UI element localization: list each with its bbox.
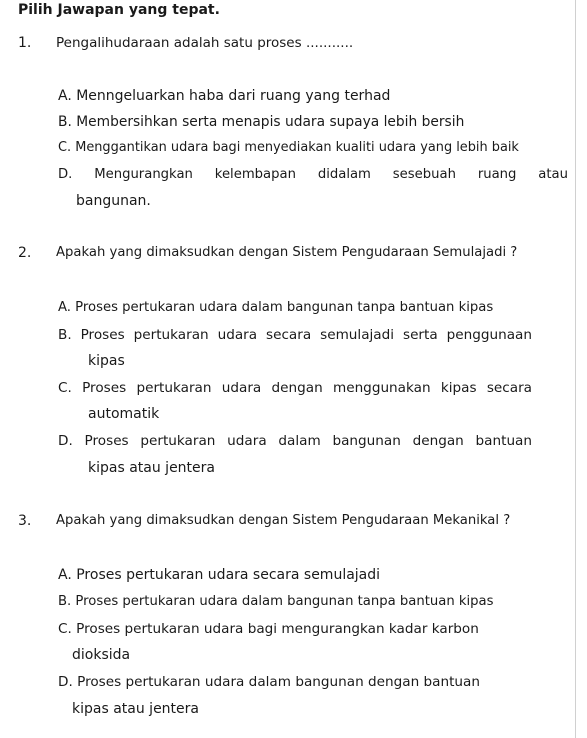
- question-2-option-a[interactable]: A. Proses pertukaran udara dalam bangunan tanpa bantuan kipas: [58, 300, 494, 315]
- question-1-option-d-continuation: bangunan.: [76, 193, 151, 209]
- question-1-option-c[interactable]: C. Menggantikan udara bagi menyediakan kualiti udara yang lebih baik: [58, 140, 519, 155]
- question-1-option-a[interactable]: A. Menngeluarkan haba dari ruang yang terhad: [58, 88, 391, 104]
- question-3-option-b[interactable]: B. Proses pertukaran udara dalam bangunan tanpa bantuan kipas: [58, 594, 494, 609]
- question-2-option-b[interactable]: B. Proses pertukaran udara secara semulajadi serta penggunaan: [58, 327, 532, 343]
- question-1-option-b[interactable]: B. Membersihkan serta menapis udara supaya lebih bersih: [58, 114, 465, 130]
- question-1-text: Pengalihudaraan adalah satu proses ...........: [56, 35, 354, 51]
- question-2-option-c-continuation: automatik: [88, 406, 160, 422]
- question-3-option-d[interactable]: D. Proses pertukaran udara dalam bangunan dengan bantuan: [58, 674, 480, 690]
- question-2-option-d[interactable]: D. Proses pertukaran udara dalam bangunan dengan bantuan: [58, 433, 532, 449]
- question-3-option-c[interactable]: C. Proses pertukaran udara bagi mengurangkan kadar karbon: [58, 621, 479, 637]
- instruction-heading: Pilih Jawapan yang tepat.: [18, 2, 220, 18]
- question-2-option-b-continuation: kipas: [88, 353, 125, 369]
- question-3-option-d-continuation: kipas atau jentera: [72, 701, 199, 717]
- question-1-option-d[interactable]: D. Mengurangkan kelembapan didalam sesebuah ruang atau: [58, 167, 568, 182]
- question-2-option-d-continuation: kipas atau jentera: [88, 460, 215, 476]
- question-3-text: Apakah yang dimaksudkan dengan Sistem Pengudaraan Mekanikal ?: [56, 513, 511, 528]
- question-2-option-c[interactable]: C. Proses pertukaran udara dengan menggunakan kipas secara: [58, 380, 532, 396]
- question-3-number: 3.: [18, 513, 32, 529]
- question-3-option-c-continuation: dioksida: [72, 647, 131, 663]
- question-3-option-a[interactable]: A. Proses pertukaran udara secara semulajadi: [58, 567, 381, 583]
- question-2-number: 2.: [18, 245, 32, 261]
- page-edge-divider: [575, 0, 576, 738]
- question-1-number: 1.: [18, 35, 32, 51]
- question-2-text: Apakah yang dimaksudkan dengan Sistem Pengudaraan Semulajadi ?: [56, 245, 518, 260]
